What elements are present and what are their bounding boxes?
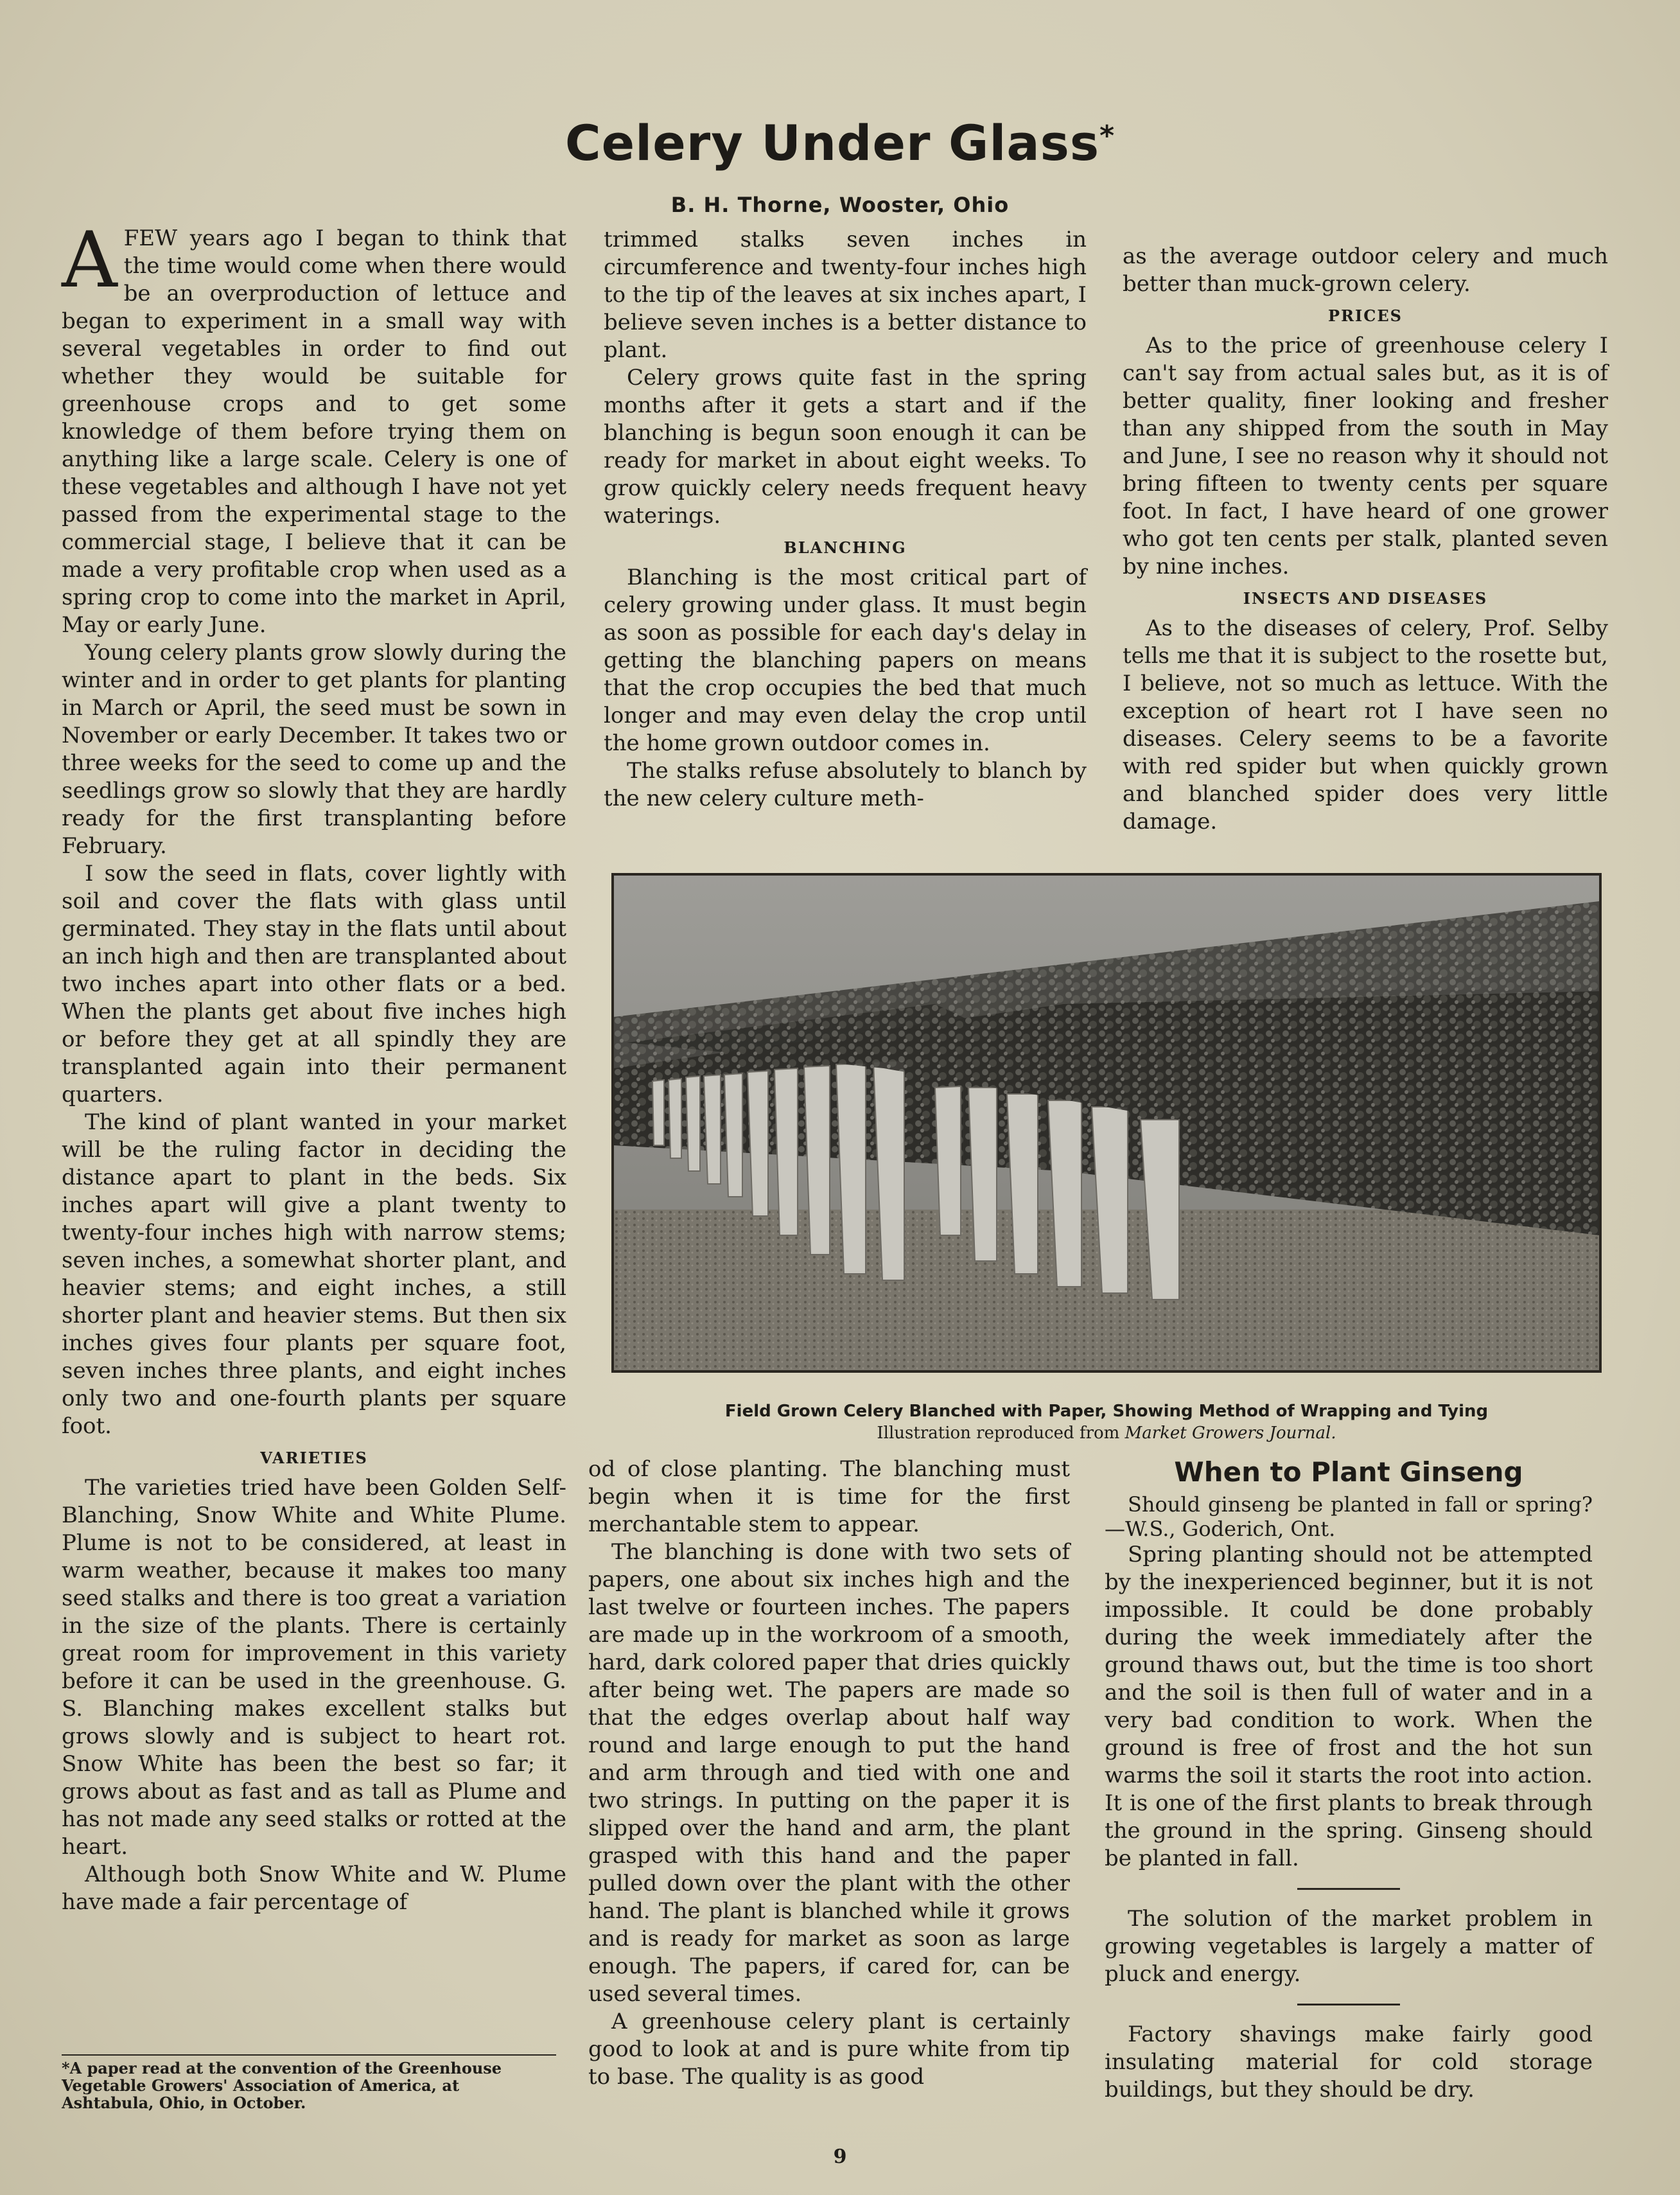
paragraph: The solution of the market problem in growing vegetables is largely a matter of pluck and energy.: [1105, 1906, 1593, 1987]
paragraph: Celery grows quite fast in the spring months after it gets a start and if the blanching is begun soon enough it can be ready for market in about eight weeks. To grow quickly celery needs frequent heavy waterings.: [604, 365, 1087, 529]
divider: [1297, 2004, 1400, 2005]
article-column-3-top: [1123, 243, 1608, 836]
sidebar-column: [1105, 1458, 1593, 2104]
paragraph: as the average outdoor celery and much better than muck-grown celery.: [1123, 243, 1608, 297]
paragraph: The blanching is done with two sets of papers, one about six inches high and the last twelve or fourteen inches. The papers are made up in the workroom of a smooth, hard, dark colored paper that dries quickly after being wet. The papers are made so that the edges overlap about half way round and large enough to put the hand and arm through and tied with one and two strings. In putting on the paper it is slipped over the hand and arm, the plant grasped with this hand and the paper pulled down over the plant with the other hand. The plant is blanched while it grows and is ready for market as soon as large enough. The papers, if cared for, can be used several times.: [588, 1539, 1070, 2007]
paragraph: As to the diseases of celery, Prof. Selby tells me that it is subject to the rosette but, I believe, not so much as lettuce. With the exception of heart rot I have seen no diseases. Celery seems to be a favorite with red spider but when quickly grown and blanched spider does very little damage.: [1123, 615, 1608, 834]
section-heading-prices: PRICES: [1328, 306, 1403, 325]
article-column-2-top: [604, 226, 1087, 813]
paragraph: The kind of plant wanted in your market will be the ruling factor in deciding the distance apart to plant in the beds. Six inches apart will give a plant twenty to twenty-four inches high with narrow stems; seven inches, a somewhat shorter plant, and heavier stems; and eight inches, a still shorter plant and heavier stems. But then six inches gives four plants per square foot, seven inches three plants, and eight inches only two and one-fourth plants per square foot.: [62, 1109, 566, 1439]
celery-field-image: [614, 876, 1599, 1370]
paragraph: The stalks refuse absolutely to blanch by the new celery culture meth-: [604, 758, 1087, 811]
paragraph: trimmed stalks seven inches in circumference and twenty-four inches high to the tip of the leaves at six inches apart, I believe seven inches is a better distance to plant.: [604, 227, 1087, 363]
paragraph: Young celery plants grow slowly during the winter and in order to get plants for planting in March or April, the seed must be sown in November or early December. It takes two or three weeks for the seed to come up and the seedlings grow so slowly that they are hardly ready for the first transplanting before February.: [62, 640, 566, 859]
paragraph: Although both Snow White and W. Plume have made a fair percentage of: [62, 1862, 566, 1915]
divider: [1297, 1888, 1400, 1890]
title-footnote-mark: *: [1099, 119, 1116, 152]
paragraph: As to the price of greenhouse celery I can't say from actual sales but, as it is of better quality, finer looking and fresher than any shipped from the south in May and June, I see no reason why it should not bring fifteen to twenty cents per square foot. In fact, I have heard of one grower who got ten cents per stalk, planted seven by nine inches.: [1123, 333, 1608, 579]
paragraph: AFEW years ago I began to think that the time would come when there would be an overproduction of lettuce and began to experiment in a small way with several vegetables in order to find out whether they would be suitable for greenhouse crops and to get some knowledge of them before trying them on anything like a large scale. Celery is one of these vegetables and although I have not yet passed from the experimental stage to the commercial stage, I believe that it can be made a very profitable crop when used as a spring crop to come into the market in April, May or early June.: [62, 216, 566, 638]
paragraph: od of close planting. The blanching must begin when it is time for the first merchantable stem to appear.: [588, 1456, 1070, 1537]
paragraph: I sow the seed in flats, cover lightly with soil and cover the flats with glass until germinated. They stay in the flats until about an inch high and then are transplanted about two inches apart into other flats or a bed. When the plants get about five inches high or before they get at all spindly they are transplanted again into their permanent quarters.: [62, 861, 566, 1107]
article-byline: B. H. Thorne, Wooster, Ohio: [670, 193, 1010, 217]
celery-field-photograph: [611, 873, 1602, 1373]
paragraph: A greenhouse celery plant is certainly good to look at and is pure white from tip to base. The quality is as good: [588, 2009, 1070, 2090]
article-title: Celery Under Glass*: [564, 114, 1116, 172]
section-heading-insects-diseases: INSECTS AND DISEASES: [1243, 589, 1488, 608]
section-heading-blanching: BLANCHING: [783, 538, 907, 557]
reader-question: Should ginseng be planted in fall or spring?—W.S., Goderich, Ont.: [1105, 1492, 1593, 1541]
drop-cap: A: [62, 216, 118, 305]
paragraph: Factory shavings make fairly good insulating material for cold storage buildings, but they should be dry.: [1105, 2022, 1593, 2102]
paragraph: Spring planting should not be attempted by the inexperienced beginner, but it is not impossible. It could be done probably during the week immediately after the ground thaws out, but the time is too short and the soil is then full of water and in a very bad condition to work. When the ground is free of frost and the hot sun warms the soil it starts the root into action. It is one of the first plants to break through the ground in the spring. Ginseng should be planted in fall.: [1105, 1542, 1593, 1871]
page-number: 9: [833, 2146, 847, 2168]
section-heading-varieties: VARIETIES: [260, 1449, 368, 1467]
paragraph: The varieties tried have been Golden Self-Blanching, Snow White and White Plume. Plume is not to be considered, at least in warm weather, because it makes too many seed stalks and there is too great a variation in the size of the plants. There is certainly great room for improvement in this variety before it can be used in the greenhouse. G. S. Blanching makes excellent stalks but grows slowly and is subject to heart rot. Snow White has been the best so far; it grows about as fast and as tall as Plume and has not made any seed stalks or rotted at the heart.: [62, 1475, 566, 1860]
article-column-2-bottom: [588, 1456, 1070, 2091]
photo-caption: [611, 1400, 1602, 1444]
sidebar-title: When to Plant Ginseng: [1174, 1456, 1523, 1488]
article-column-1: [62, 216, 566, 1916]
paragraph: Blanching is the most critical part of celery growing under glass. It must begin as soon as possible for each day's delay in getting the blanching papers on means that the crop occupies the bed that much longer and may even delay the crop until the home grown outdoor comes in.: [604, 565, 1087, 756]
footnote: *A paper read at the convention of the Greenhouse Vegetable Growers' Association of America, at Ashtabula, Ohio, in October.: [62, 2054, 556, 2111]
caption-credit: Illustration reproduced from Market Growers Journal.: [877, 1424, 1336, 1443]
caption-title: Field Grown Celery Blanched with Paper, Showing Method of Wrapping and Tying: [724, 1402, 1489, 1421]
